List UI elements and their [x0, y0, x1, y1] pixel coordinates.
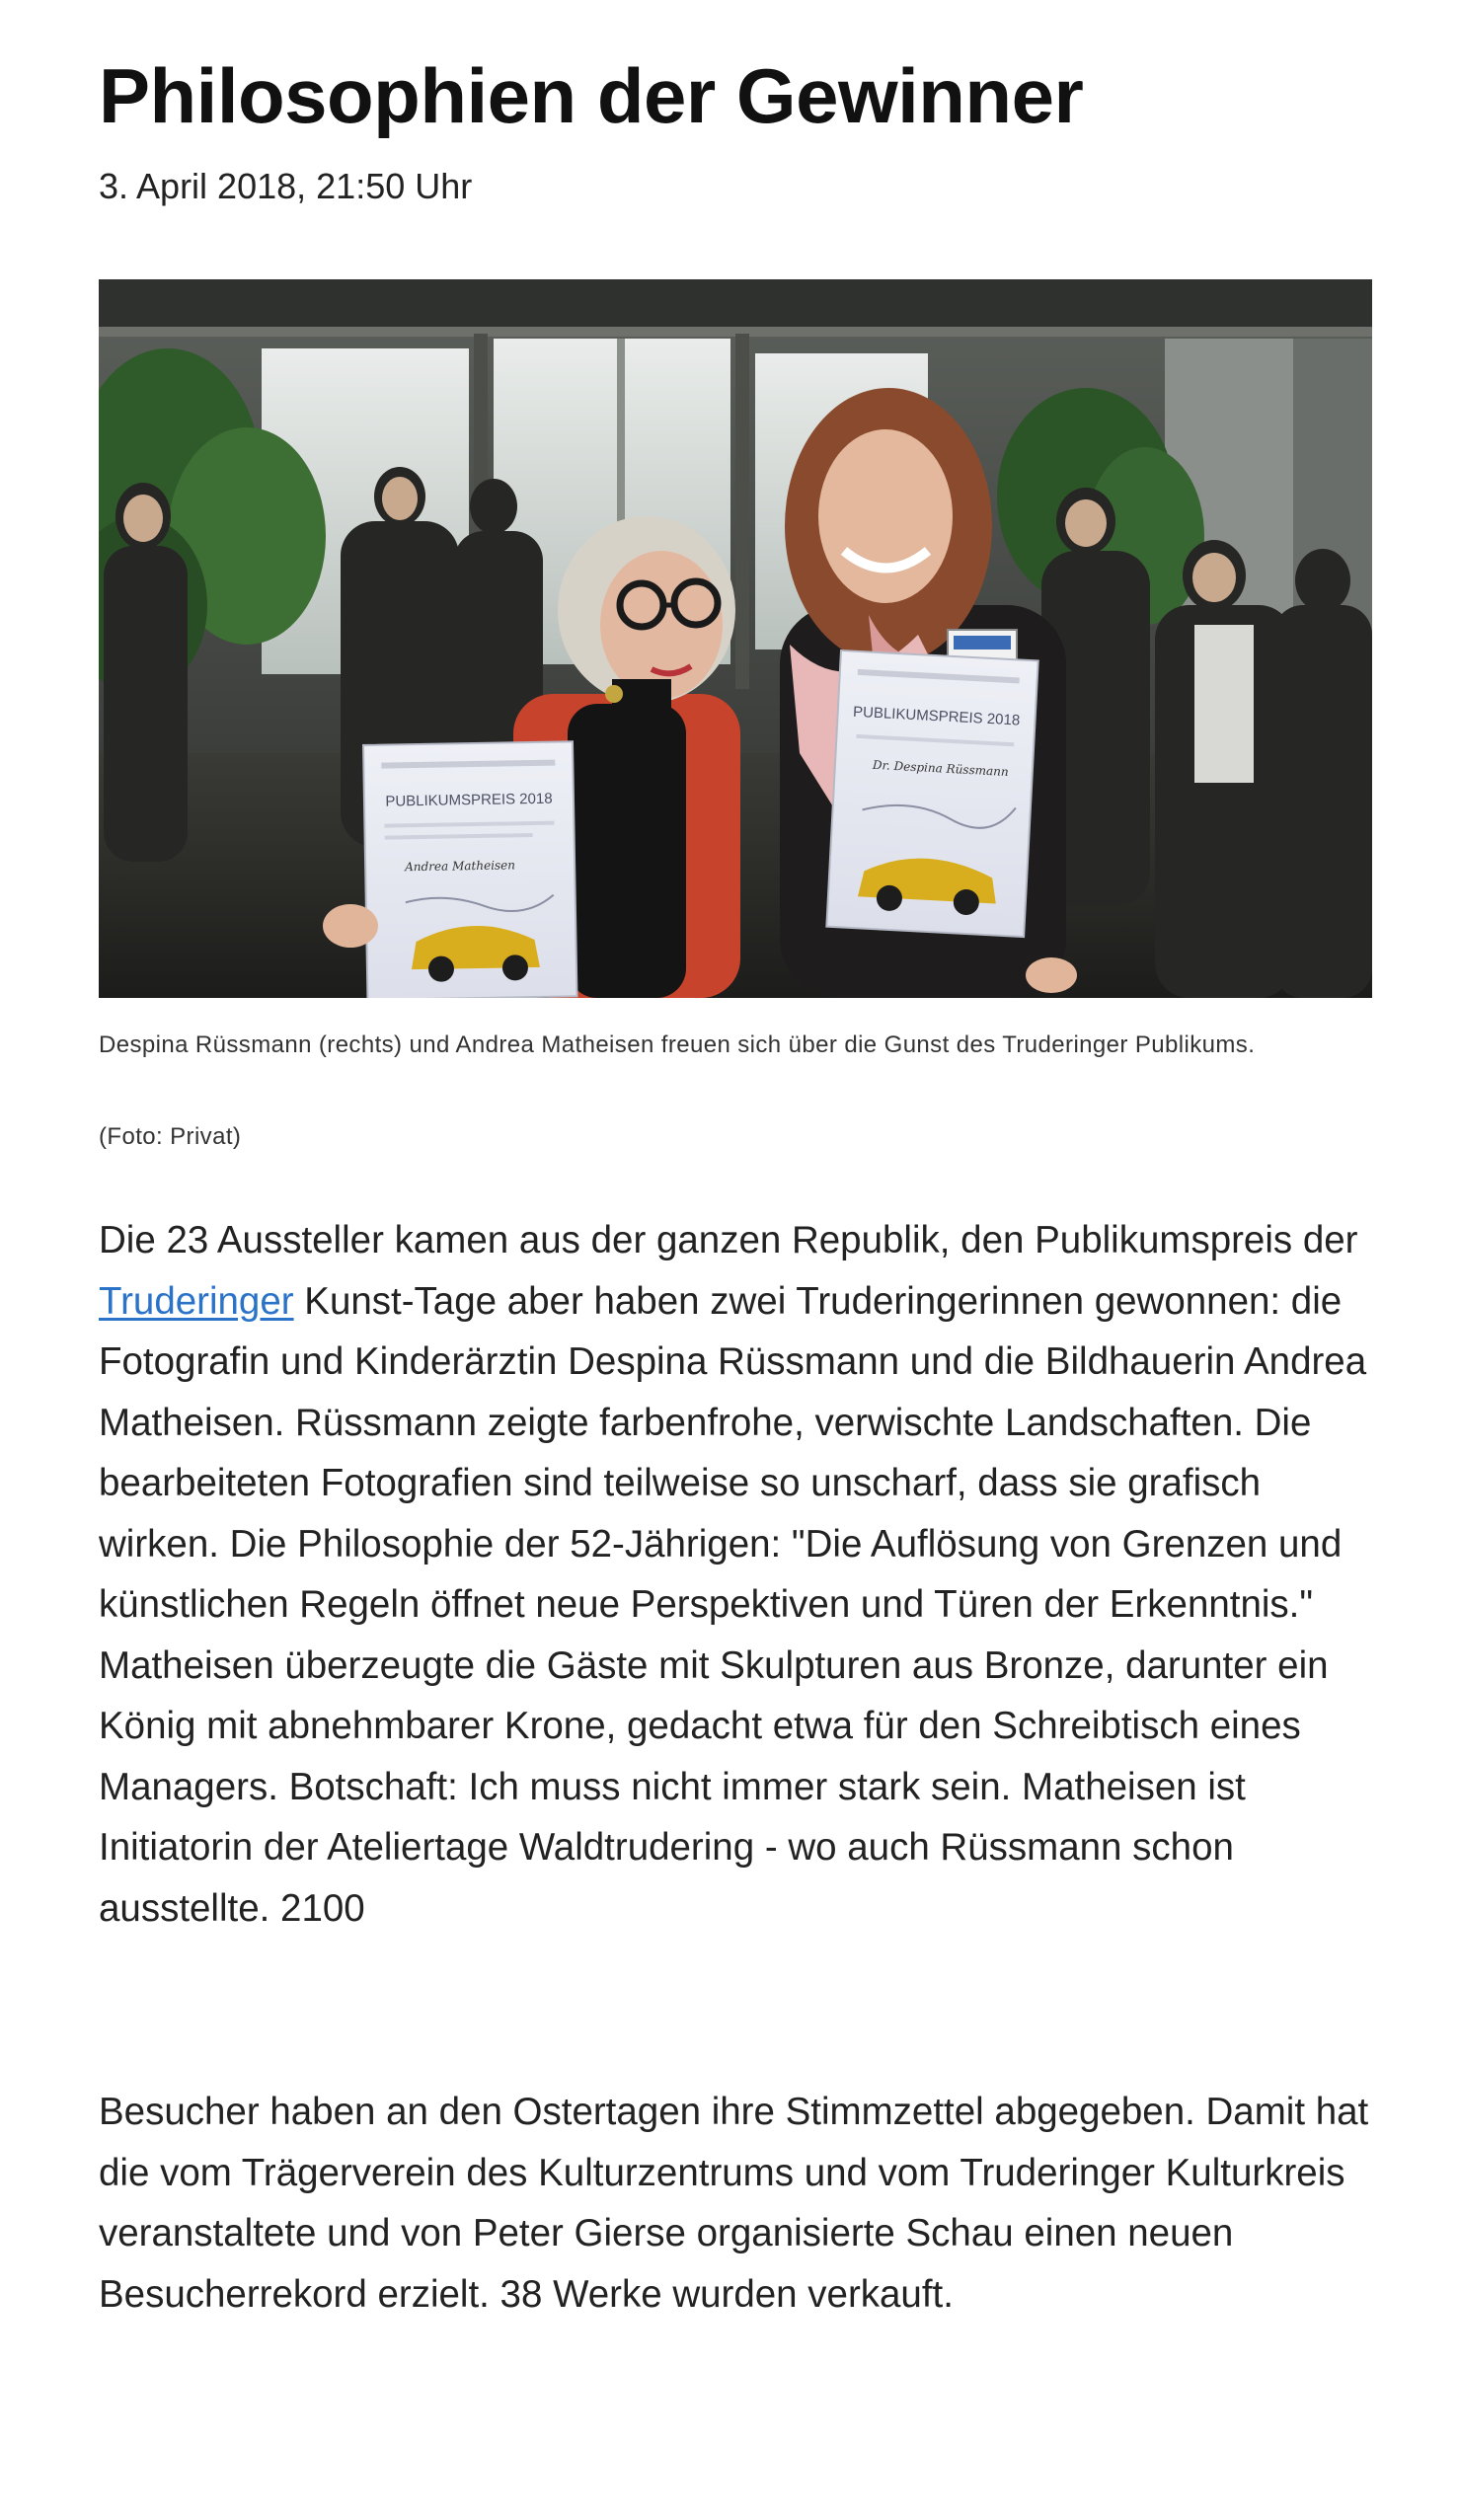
- certificate-right-heading: PUBLIKUMSPREIS 2018: [852, 703, 1021, 729]
- certificate-left-heading: PUBLIKUMSPREIS 2018: [385, 790, 553, 810]
- article-paragraph-2: Besucher haben an den Ostertagen ihre Stimmzettel abgegeben. Damit hat die vom Trägerverein des Kulturzentrums und vom Truderinger Kulturkreis veranstaltete und von Peter Gierse organisierte Schau einen neuen Besucherrekord erzielt. 38 Werke wurden verkauft.: [99, 2091, 1369, 2316]
- article-headline: Philosophien der Gewinner: [99, 52, 1084, 139]
- article-photo: [99, 279, 1372, 998]
- truderinger-link[interactable]: Truderinger: [99, 1279, 294, 1323]
- photo-credit: (Foto: Privat): [99, 1123, 242, 1150]
- certificate-right-name: Dr. Despina Rüssmann: [872, 757, 1010, 780]
- paragraph-1-text-before-link: Die 23 Aussteller kamen aus der ganzen Republik, den Publikumspreis der: [99, 1219, 1358, 1261]
- article-dateline: 3. April 2018, 21:50 Uhr: [99, 166, 473, 206]
- photo-caption: Despina Rüssmann (rechts) und Andrea Matheisen freuen sich über die Gunst des Truderinger Publikums.: [99, 1031, 1256, 1058]
- paragraph-1-text-after-link: Kunst-Tage aber haben zwei Truderingerinnen gewonnen: die Fotografin und Kinderärztin Despina Rüssmann und die Bildhauerin Andrea Matheisen. Rüssmann zeigte farbenfrohe, verwischte Landschaften. Die bearbeiteten Fotografien sind teilweise so unscharf, dass sie grafisch wirken. Die Philosophie der 52-Jährigen: "Die Auflösung von Grenzen und künstlichen Regeln öffnet neue Perspektiven und Türen der Erkenntnis." Matheisen überzeugte die Gäste mit Skulpturen aus Bronze, darunter ein König mit abnehmbarer Krone, gedacht etwa für den Schreibtisch eines Managers. Botschaft: Ich muss nicht immer stark sein. Matheisen ist Initiatorin der Ateliertage Waldtrudering - wo auch Rüssmann schon ausstellte. 2100: [99, 1279, 1367, 1930]
- photo-illustration: [99, 279, 1372, 998]
- article-paragraph-1: [99, 1210, 1372, 1939]
- certificate-left-name: Andrea Matheisen: [405, 858, 516, 875]
